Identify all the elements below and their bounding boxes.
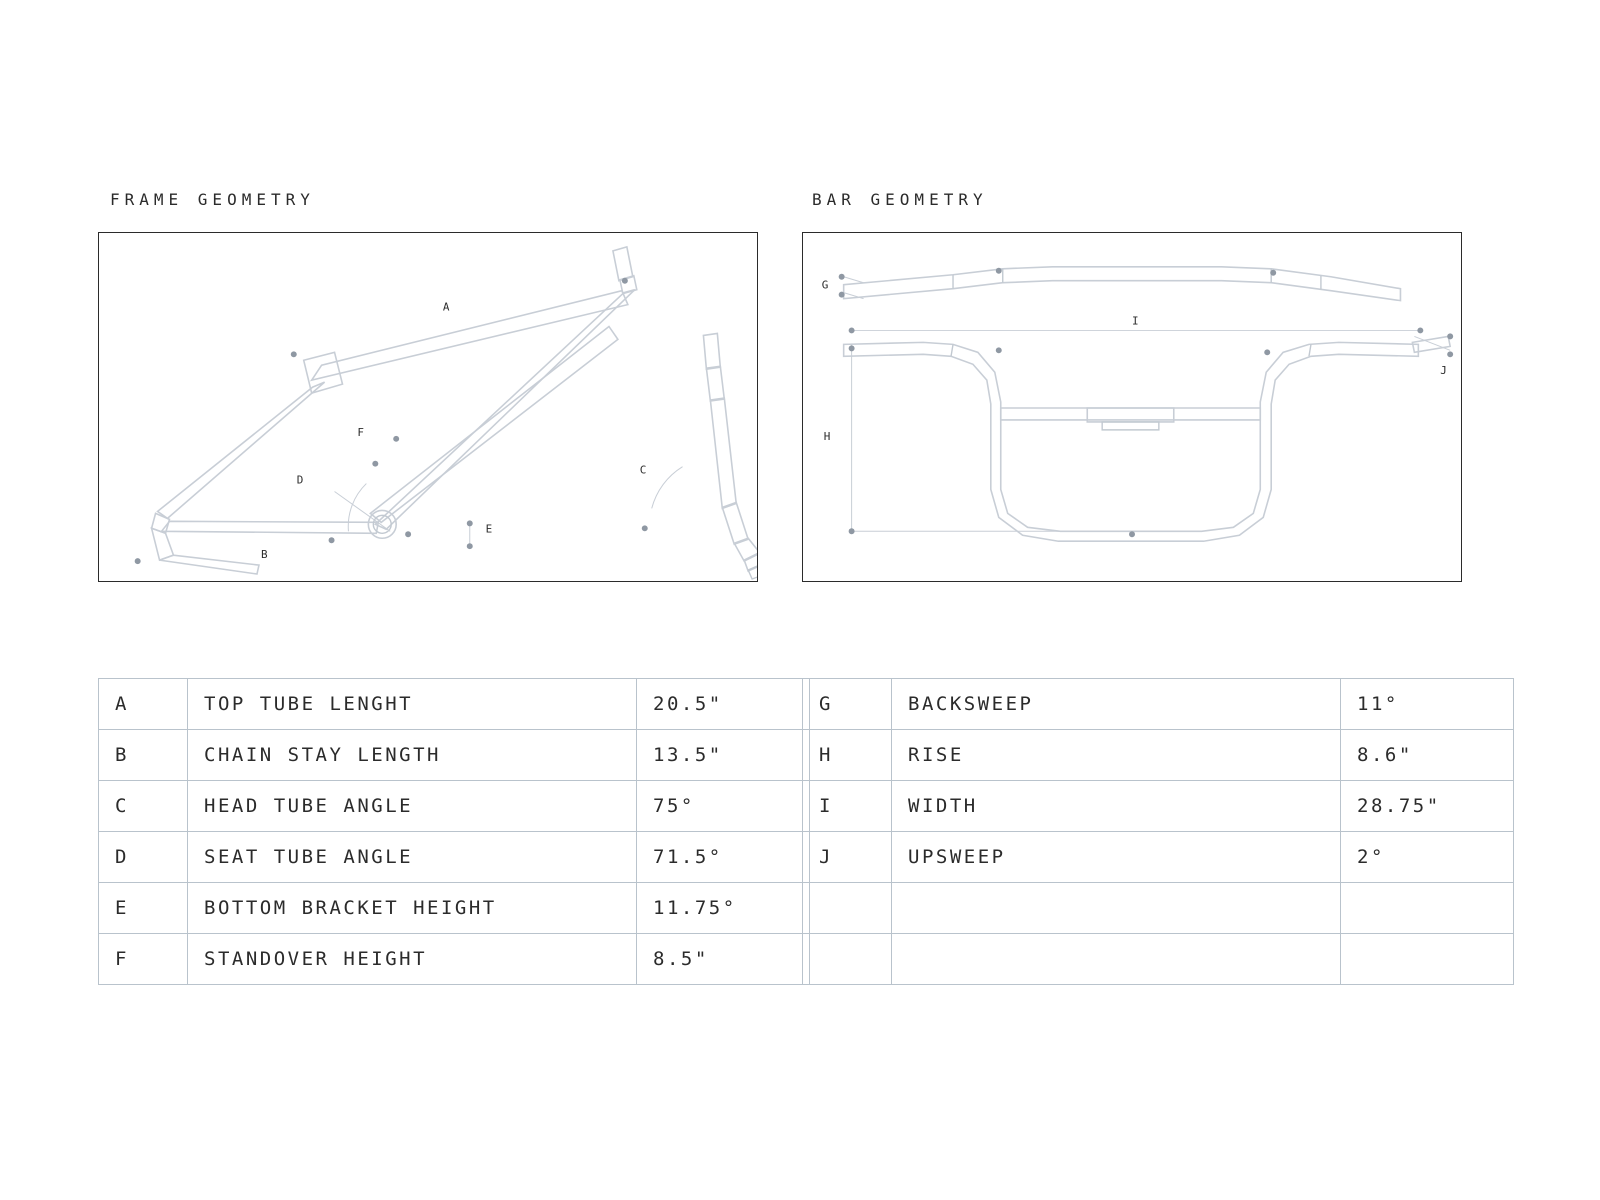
row-key: I (803, 781, 892, 832)
row-label: RISE (892, 730, 1341, 781)
row-value: 8.5" (637, 934, 810, 985)
row-key: F (99, 934, 188, 985)
row-label: UPSWEEP (892, 832, 1341, 883)
frame-geometry-table (98, 678, 810, 985)
row-key (803, 934, 892, 985)
row-value: 28.75" (1341, 781, 1514, 832)
frame-geometry-title: FRAME GEOMETRY (110, 190, 315, 209)
bar-callout-j: J (1440, 364, 1448, 378)
row-label: STANDOVER HEIGHT (188, 934, 637, 985)
table-row (99, 883, 810, 934)
bar-geometry-table (802, 678, 1514, 985)
row-label (892, 883, 1341, 934)
row-value: 13.5" (637, 730, 810, 781)
row-value (1341, 934, 1514, 985)
row-label (892, 934, 1341, 985)
frame-callout-d: D (296, 473, 305, 487)
row-key: D (99, 832, 188, 883)
row-value: 2° (1341, 832, 1514, 883)
row-key: H (803, 730, 892, 781)
frame-geometry-diagram (98, 232, 758, 582)
row-label: CHAIN STAY LENGTH (188, 730, 637, 781)
table-row-empty (803, 934, 1514, 985)
row-key: C (99, 781, 188, 832)
table-row-empty (803, 883, 1514, 934)
row-value: 11° (1341, 679, 1514, 730)
row-label: BACKSWEEP (892, 679, 1341, 730)
frame-callout-f: F (357, 425, 365, 439)
frame-callout-e: E (485, 522, 494, 536)
row-label: BOTTOM BRACKET HEIGHT (188, 883, 637, 934)
row-label: TOP TUBE LENGHT (188, 679, 637, 730)
row-key: B (99, 730, 188, 781)
table-row (99, 934, 810, 985)
row-key: J (803, 832, 892, 883)
row-value: 20.5" (637, 679, 810, 730)
table-row (99, 730, 810, 781)
row-value: 75° (637, 781, 810, 832)
bar-geometry-title: BAR GEOMETRY (812, 190, 988, 209)
table-row (99, 781, 810, 832)
row-key: G (803, 679, 892, 730)
row-key: A (99, 679, 188, 730)
row-value: 11.75° (637, 883, 810, 934)
bar-geometry-diagram (802, 232, 1462, 582)
frame-callout-b: B (260, 548, 269, 562)
bar-callout-h: H (823, 429, 832, 443)
row-value (1341, 883, 1514, 934)
row-key (803, 883, 892, 934)
frame-callout-c: C (639, 463, 648, 477)
table-row (803, 832, 1514, 883)
table-row (803, 730, 1514, 781)
table-row (803, 781, 1514, 832)
row-value: 71.5° (637, 832, 810, 883)
bar-callout-g: G (821, 278, 830, 292)
row-label: SEAT TUBE ANGLE (188, 832, 637, 883)
table-row (99, 679, 810, 730)
table-row (99, 832, 810, 883)
row-label: WIDTH (892, 781, 1341, 832)
bar-callout-i: I (1132, 314, 1140, 328)
row-key: E (99, 883, 188, 934)
frame-callout-a: A (442, 300, 451, 314)
table-row (803, 679, 1514, 730)
row-label: HEAD TUBE ANGLE (188, 781, 637, 832)
row-value: 8.6" (1341, 730, 1514, 781)
